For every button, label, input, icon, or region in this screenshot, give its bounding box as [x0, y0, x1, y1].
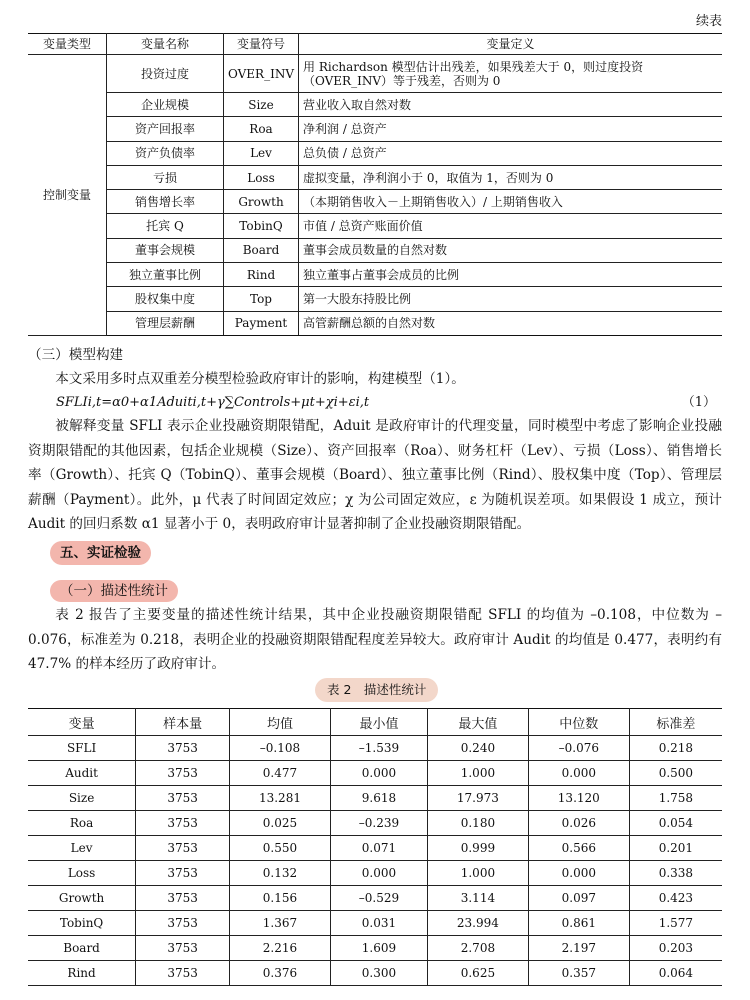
table1-row	[28, 214, 722, 238]
table2-cell: 2.216	[230, 936, 331, 961]
table1-category: 控制变量	[28, 55, 107, 336]
table2-cell: 0.000	[330, 761, 427, 786]
table1-var-name: 资产回报率	[107, 117, 224, 141]
table2-cell: –0.529	[330, 886, 427, 911]
table2-cell: 0.357	[528, 961, 629, 986]
section3-intro: 本文采用多时点双重差分模型检验政府审计的影响，构建模型（1）。	[55, 371, 465, 387]
section5-paragraph: 表 2 报告了主要变量的描述性统计结果，其中企业投融资期限错配 SFLI 的均值为 –0.108，中位数为 –0.076，标准差为 0.218，表明企业的投融资期限错配程度差异较大。政府审计 Audit 的均值是 0.477，表明约有 47.7% 的样本经历了政府审计。	[28, 607, 722, 672]
table2-cell: 1.000	[427, 761, 528, 786]
table2-row	[28, 861, 722, 886]
table2-cell: Board	[28, 936, 136, 961]
table1-var-name: 股权集中度	[107, 287, 224, 311]
table2-cell: 0.201	[629, 836, 722, 861]
table1-row	[28, 311, 722, 335]
table1-var-definition: 营业收入取自然对数	[299, 93, 723, 117]
table2-cell: 3753	[136, 811, 230, 836]
table2-cell: 23.994	[427, 911, 528, 936]
table2-cell: 0.054	[629, 811, 722, 836]
table1-var-symbol: Growth	[224, 190, 299, 214]
table2-row	[28, 736, 722, 761]
table2-cell: 0.625	[427, 961, 528, 986]
table2-row	[28, 836, 722, 861]
table2-cell: 13.281	[230, 786, 331, 811]
table2-cell: 3753	[136, 786, 230, 811]
table2-cell: 3753	[136, 736, 230, 761]
table2-cell: TobinQ	[28, 911, 136, 936]
table1-row	[28, 117, 722, 141]
continued-label: 续表	[695, 14, 722, 29]
table2-cell: 0.000	[330, 861, 427, 886]
table2-cell: SFLI	[28, 736, 136, 761]
table2-cell: 0.550	[230, 836, 331, 861]
table1-var-name: 企业规模	[107, 93, 224, 117]
table2-cell: 0.203	[629, 936, 722, 961]
table2-header-cell: 最大值	[427, 709, 528, 736]
table1-var-definition: （本期销售收入－上期销售收入）/ 上期销售收入	[299, 190, 723, 214]
table1-row	[28, 165, 722, 189]
table2-cell: 0.300	[330, 961, 427, 986]
table2-cell: 1.577	[629, 911, 722, 936]
section3-paragraph: 被解释变量 SFLI 表示企业投融资期限错配，Aduit 是政府审计的代理变量，同时模型中考虑了影响企业投融资期限错配的其他因素，包括企业规模（Size）、资产回报率（Roa）、财务杠杆（Lev）、亏损（Loss）、销售增长率（Growth）、托宾 Q（TobinQ）、董事会规模（Board）、独立董事比例（Rind）、股权集中度（Top）、管理层薪酬（Payment）。此外，μ 代表了时间固定效应；χ 为公司固定效应，ε 为随机误差项。如果假设 1 成立，预计 Audit 的回归系数 α1 显著小于 0，表明政府审计显著抑制了企业投融资期限错配。	[28, 418, 722, 532]
table1-var-name: 亏损	[107, 165, 224, 189]
table1-header-name: 变量名称	[107, 34, 224, 55]
subsection-descriptive-heading: （一）描述性统计	[50, 580, 178, 602]
table2-cell: 0.025	[230, 811, 331, 836]
table1-var-definition: 总负债 / 总资产	[299, 141, 723, 165]
table2-cell: 3753	[136, 911, 230, 936]
table1-row	[28, 141, 722, 165]
table1-var-symbol: Roa	[224, 117, 299, 141]
table2-cell: Lev	[28, 836, 136, 861]
table2-header-cell: 中位数	[528, 709, 629, 736]
table2-cell: 0.338	[629, 861, 722, 886]
table1-row	[28, 238, 722, 262]
table1-header-type: 变量类型	[28, 34, 107, 55]
table2-cell: 3753	[136, 886, 230, 911]
table2-cell: 2.197	[528, 936, 629, 961]
table2-cell: 9.618	[330, 786, 427, 811]
table1-var-definition: 董事会成员数量的自然对数	[299, 238, 723, 262]
table2-cell: 0.861	[528, 911, 629, 936]
table1-header-definition: 变量定义	[299, 34, 723, 55]
table1-var-name: 销售增长率	[107, 190, 224, 214]
table2-cell: 3.114	[427, 886, 528, 911]
table2-row	[28, 786, 722, 811]
table2-header-cell: 样本量	[136, 709, 230, 736]
table2-row	[28, 886, 722, 911]
formula-text: SFLIi,t=α0+α1Aduiti,t+γ∑Controls+μt+χi+εi,t	[56, 395, 370, 410]
table2-cell: 1.000	[427, 861, 528, 886]
table1-var-name: 管理层薪酬	[107, 311, 224, 335]
table2-row	[28, 761, 722, 786]
table2-cell: 0.376	[230, 961, 331, 986]
table2-row	[28, 936, 722, 961]
table2-row	[28, 961, 722, 986]
table1-var-definition: 高管薪酬总额的自然对数	[299, 311, 723, 335]
table1-body	[28, 55, 722, 336]
table1-var-definition: 用 Richardson 模型估计出残差，如果残差大于 0，则过度投资（OVER_INV）等于残差，否则为 0	[299, 55, 723, 93]
table1-var-definition: 净利润 / 总资产	[299, 117, 723, 141]
table1-row	[28, 287, 722, 311]
table2-caption: 表 2 描述性统计	[315, 678, 438, 702]
table2-cell: 0.218	[629, 736, 722, 761]
table2-cell: 13.120	[528, 786, 629, 811]
table1-var-definition: 虚拟变量，净利润小于 0，取值为 1，否则为 0	[299, 165, 723, 189]
table2-cell: 2.708	[427, 936, 528, 961]
equation-number: （1）	[681, 395, 716, 410]
table1-row	[28, 190, 722, 214]
table2-cell: 0.026	[528, 811, 629, 836]
table1-var-symbol: Payment	[224, 311, 299, 335]
table2-cell: Loss	[28, 861, 136, 886]
variable-definition-table	[28, 33, 722, 336]
table2-cell: –0.108	[230, 736, 331, 761]
table2-body	[28, 736, 722, 986]
table2-header-cell: 最小值	[330, 709, 427, 736]
table1-var-symbol: Top	[224, 287, 299, 311]
table1-var-symbol: Loss	[224, 165, 299, 189]
table2-cell: 17.973	[427, 786, 528, 811]
table2-cell: 1.609	[330, 936, 427, 961]
table1-var-name: 托宾 Q	[107, 214, 224, 238]
table1-var-name: 独立董事比例	[107, 263, 224, 287]
table1-row	[28, 93, 722, 117]
table1-row	[28, 263, 722, 287]
table1-var-symbol: TobinQ	[224, 214, 299, 238]
table2-cell: 3753	[136, 761, 230, 786]
section5-heading: 五、实证检验	[50, 541, 151, 565]
table2-cell: 0.071	[330, 836, 427, 861]
table2-cell: Roa	[28, 811, 136, 836]
table2-cell: 3753	[136, 961, 230, 986]
table1-var-name: 董事会规模	[107, 238, 224, 262]
table2-cell: 0.000	[528, 861, 629, 886]
table2-row	[28, 811, 722, 836]
table2-row	[28, 911, 722, 936]
table2-cell: 0.180	[427, 811, 528, 836]
table2-cell: Rind	[28, 961, 136, 986]
table2-cell: 0.000	[528, 761, 629, 786]
table1-row	[28, 55, 722, 93]
table1-var-symbol: Rind	[224, 263, 299, 287]
table2-cell: 1.367	[230, 911, 331, 936]
table2-cell: 0.031	[330, 911, 427, 936]
table1-var-definition: 独立董事占董事会成员的比例	[299, 263, 723, 287]
table1-var-name: 投资过度	[107, 55, 224, 93]
table2-cell: –1.539	[330, 736, 427, 761]
table2-cell: –0.239	[330, 811, 427, 836]
descriptive-stats-table	[28, 708, 722, 986]
table1-header-row	[28, 34, 722, 55]
table2-cell: Size	[28, 786, 136, 811]
table2-cell: 0.156	[230, 886, 331, 911]
table2-header-cell: 均值	[230, 709, 331, 736]
table2-cell: –0.076	[528, 736, 629, 761]
table2-header-cell: 变量	[28, 709, 136, 736]
table2-cell: 0.423	[629, 886, 722, 911]
table2-cell: 0.132	[230, 861, 331, 886]
table2-cell: Audit	[28, 761, 136, 786]
table2-cell: 1.758	[629, 786, 722, 811]
table1-var-symbol: Lev	[224, 141, 299, 165]
table1-header-symbol: 变量符号	[224, 34, 299, 55]
model-formula	[28, 391, 722, 416]
table2-cell: 0.477	[230, 761, 331, 786]
table1-var-definition: 第一大股东持股比例	[299, 287, 723, 311]
table2-cell: 3753	[136, 836, 230, 861]
table2-cell: Growth	[28, 886, 136, 911]
table2-header-row	[28, 709, 722, 736]
table1-var-name: 资产负债率	[107, 141, 224, 165]
table1-var-symbol: Board	[224, 238, 299, 262]
table1-var-definition: 市值 / 总资产账面价值	[299, 214, 723, 238]
table2-cell: 0.999	[427, 836, 528, 861]
table2-cell: 0.500	[629, 761, 722, 786]
table2-cell: 3753	[136, 936, 230, 961]
table2-cell: 0.240	[427, 736, 528, 761]
table2-cell: 0.064	[629, 961, 722, 986]
table2-header-cell: 标准差	[629, 709, 722, 736]
table1-var-symbol: OVER_INV	[224, 55, 299, 93]
table2-cell: 0.097	[528, 886, 629, 911]
table2-cell: 0.566	[528, 836, 629, 861]
section3-title: （三）模型构建	[28, 347, 124, 363]
table1-var-symbol: Size	[224, 93, 299, 117]
table2-cell: 3753	[136, 861, 230, 886]
